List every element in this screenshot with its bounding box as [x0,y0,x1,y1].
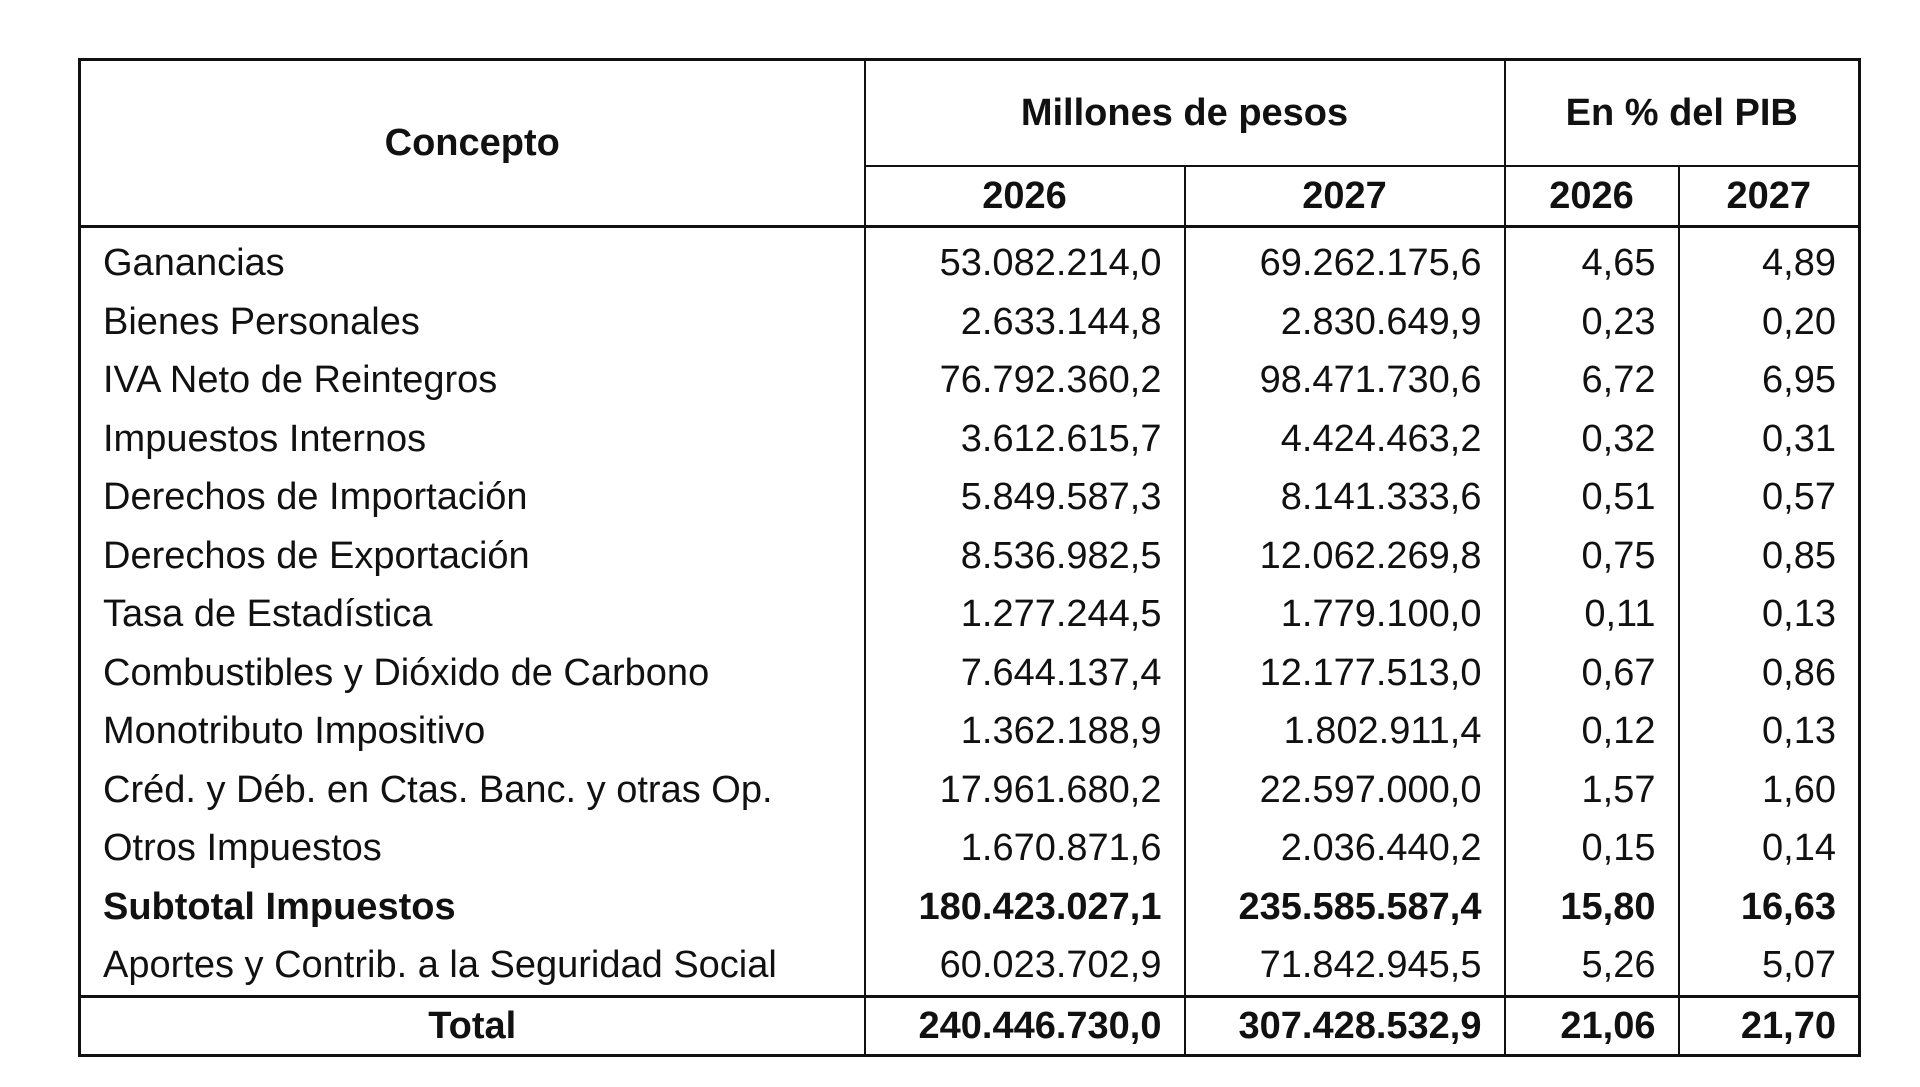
cell-millones-2027: 12.177.513,0 [1185,644,1505,703]
cell-pib-2026: 6,72 [1505,351,1679,410]
table-body [80,227,1860,997]
revenue-table [78,58,1861,1057]
cell-millones-2026: 1.670.871,6 [865,819,1185,878]
table-footer [80,996,1860,1055]
cell-millones-2026: 53.082.214,0 [865,227,1185,293]
header-year-pib-2027: 2027 [1679,166,1860,227]
cell-millones-2026: 5.849.587,3 [865,468,1185,527]
cell-millones-2026: 180.423.027,1 [865,878,1185,937]
table-row [80,585,1860,644]
cell-pib-2026: 0,15 [1505,819,1679,878]
cell-pib-2026: 0,67 [1505,644,1679,703]
table-row [80,644,1860,703]
row-label: Subtotal Impuestos [80,878,865,937]
cell-millones-2027: 12.062.269,8 [1185,527,1505,586]
cell-pib-2026: 0,23 [1505,293,1679,352]
row-label: Impuestos Internos [80,410,865,469]
cell-millones-2027: 69.262.175,6 [1185,227,1505,293]
row-label: Derechos de Importación [80,468,865,527]
table-row [80,527,1860,586]
cell-pib-2026: 0,75 [1505,527,1679,586]
table-row [80,227,1860,293]
cell-millones-2026: 8.536.982,5 [865,527,1185,586]
cell-millones-2027: 22.597.000,0 [1185,761,1505,820]
cell-millones-2026: 1.362.188,9 [865,702,1185,761]
cell-pib-2027: 5,07 [1679,936,1860,996]
cell-pib-2026: 0,32 [1505,410,1679,469]
table-header [80,60,1860,227]
total-millones-2026: 240.446.730,0 [865,996,1185,1055]
cell-pib-2027: 0,20 [1679,293,1860,352]
header-year-pib-2026: 2026 [1505,166,1679,227]
table-row [80,761,1860,820]
row-label: Ganancias [80,227,865,293]
cell-millones-2027: 235.585.587,4 [1185,878,1505,937]
table-row [80,819,1860,878]
table-row [80,702,1860,761]
cell-pib-2027: 0,86 [1679,644,1860,703]
cell-millones-2027: 4.424.463,2 [1185,410,1505,469]
cell-millones-2027: 2.830.649,9 [1185,293,1505,352]
subtotal-row [80,878,1860,937]
cell-millones-2026: 7.644.137,4 [865,644,1185,703]
total-millones-2027: 307.428.532,9 [1185,996,1505,1055]
cell-pib-2026: 0,11 [1505,585,1679,644]
header-pct-pib: En % del PIB [1505,60,1860,167]
cell-pib-2026: 0,51 [1505,468,1679,527]
total-row [80,996,1860,1055]
cell-millones-2027: 1.779.100,0 [1185,585,1505,644]
cell-millones-2026: 3.612.615,7 [865,410,1185,469]
cell-millones-2026: 60.023.702,9 [865,936,1185,996]
row-label: Monotributo Impositivo [80,702,865,761]
cell-millones-2027: 2.036.440,2 [1185,819,1505,878]
row-label: Tasa de Estadística [80,585,865,644]
cell-millones-2027: 98.471.730,6 [1185,351,1505,410]
table-row [80,351,1860,410]
cell-millones-2026: 76.792.360,2 [865,351,1185,410]
header-concepto: Concepto [80,60,865,227]
cell-pib-2026: 1,57 [1505,761,1679,820]
row-label: IVA Neto de Reintegros [80,351,865,410]
cell-pib-2027: 16,63 [1679,878,1860,937]
total-label: Total [80,996,865,1055]
cell-millones-2027: 1.802.911,4 [1185,702,1505,761]
cell-millones-2027: 71.842.945,5 [1185,936,1505,996]
cell-pib-2027: 0,57 [1679,468,1860,527]
cell-pib-2027: 0,13 [1679,585,1860,644]
cell-pib-2027: 0,85 [1679,527,1860,586]
total-pib-2026: 21,06 [1505,996,1679,1055]
cell-millones-2026: 17.961.680,2 [865,761,1185,820]
row-label: Derechos de Exportación [80,527,865,586]
row-label: Aportes y Contrib. a la Seguridad Social [80,936,865,996]
cell-millones-2026: 1.277.244,5 [865,585,1185,644]
cell-pib-2027: 0,14 [1679,819,1860,878]
cell-pib-2027: 4,89 [1679,227,1860,293]
header-millones-de-pesos: Millones de pesos [865,60,1505,167]
row-label: Combustibles y Dióxido de Carbono [80,644,865,703]
cell-pib-2027: 0,31 [1679,410,1860,469]
cell-millones-2026: 2.633.144,8 [865,293,1185,352]
row-label: Otros Impuestos [80,819,865,878]
row-label: Bienes Personales [80,293,865,352]
table-row [80,293,1860,352]
cell-pib-2026: 0,12 [1505,702,1679,761]
cell-millones-2027: 8.141.333,6 [1185,468,1505,527]
cell-pib-2026: 5,26 [1505,936,1679,996]
cell-pib-2027: 0,13 [1679,702,1860,761]
cell-pib-2026: 4,65 [1505,227,1679,293]
table-row [80,936,1860,996]
row-label: Créd. y Déb. en Ctas. Banc. y otras Op. [80,761,865,820]
cell-pib-2027: 1,60 [1679,761,1860,820]
header-year-millones-2026: 2026 [865,166,1185,227]
cell-pib-2027: 6,95 [1679,351,1860,410]
header-year-millones-2027: 2027 [1185,166,1505,227]
cell-pib-2026: 15,80 [1505,878,1679,937]
table-row [80,468,1860,527]
table-row [80,410,1860,469]
total-pib-2027: 21,70 [1679,996,1860,1055]
